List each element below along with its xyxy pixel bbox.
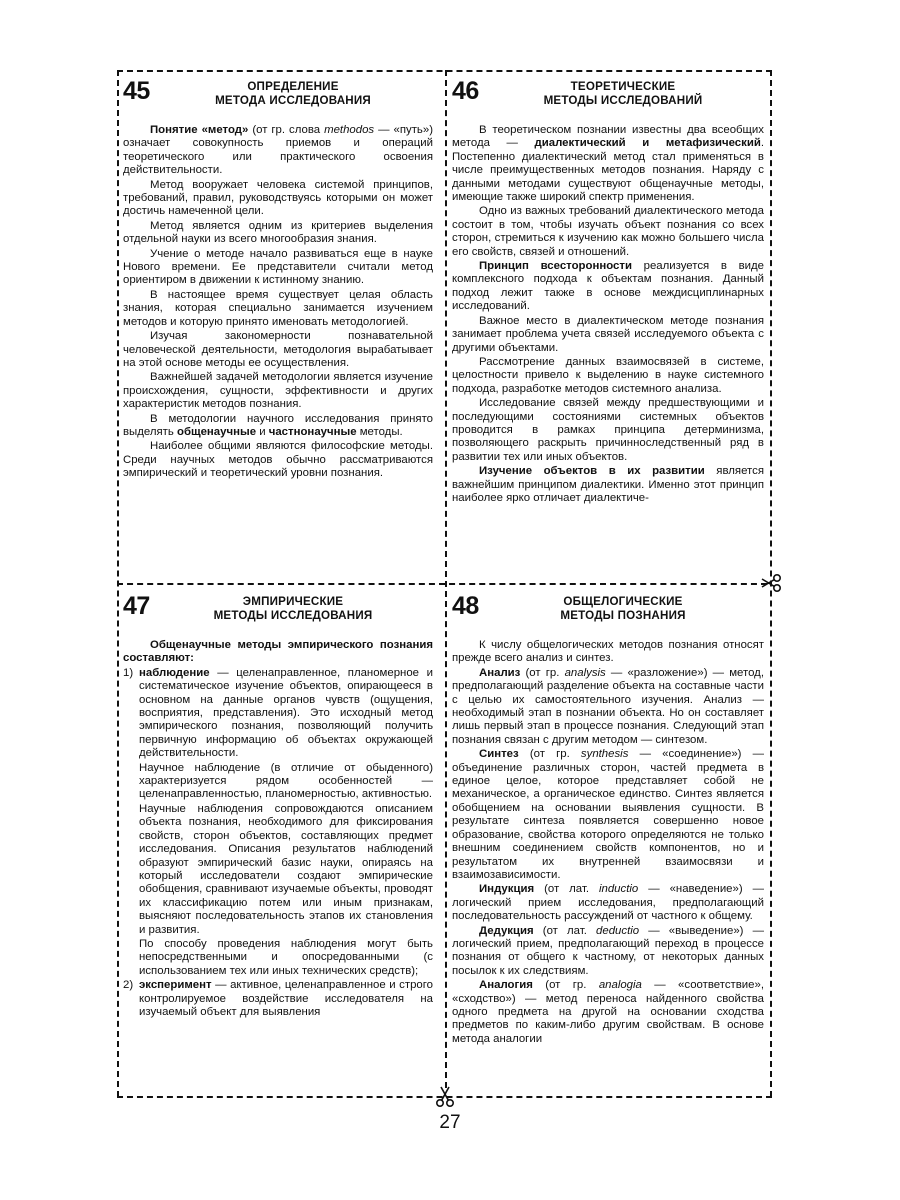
paragraph — [452, 925, 764, 979]
card-number: 46 — [452, 77, 479, 105]
paragraph: Важнейшей задачей методологии является изучение происхождения, сущности, эффективности и других характеристик методов познания. — [123, 371, 433, 411]
card-title — [452, 595, 764, 623]
card-45 — [123, 77, 433, 579]
term: эксперимент — [139, 979, 212, 992]
text: В теоретическом познании известны два всеобщих метода — — [452, 124, 764, 150]
scissors-icon — [761, 574, 783, 592]
cut-line-middle — [117, 583, 767, 585]
text: и — [256, 425, 269, 438]
paragraph — [452, 124, 764, 204]
card-title-line: МЕТОДЫ ПОЗНАНИЯ — [560, 609, 686, 622]
text: — «соответствие», «сходство») — метод переноса найденного свойства одного предмета на другой на основании сходства предметов по каким-либо другим свойствам. В основе метода аналогии — [452, 979, 764, 1045]
card-title-line: МЕТОДЫ ИССЛЕДОВАНИЯ — [213, 609, 373, 622]
card-title — [123, 80, 433, 108]
term-origin: deductio — [596, 924, 640, 937]
paragraph: По способу проведения наблюдения могут быть непосредственными и опосредованными (с использованием тех или иных технических средств); — [139, 937, 433, 977]
text: (от гр. — [520, 666, 565, 679]
text: (от лат. — [533, 924, 597, 937]
term: Аналогия — [479, 979, 533, 992]
term: Дедукция — [479, 924, 534, 937]
term: наблюдение — [139, 666, 210, 679]
text: (от гр. слова — [248, 124, 325, 136]
text: (от лат. — [534, 883, 599, 896]
text: реализуется в виде комплексного подхода к объектам познания. Данный подход лежит также в основе междисциплинарных исследований. — [452, 260, 764, 313]
card-number: 45 — [123, 77, 150, 105]
term-origin: analogia — [598, 979, 642, 992]
term: Индукция — [479, 883, 535, 896]
card-title-line: ТЕОРЕТИЧЕСКИЕ — [570, 80, 676, 93]
card-body — [123, 639, 433, 1019]
term: Анализ — [479, 666, 521, 679]
card-title — [452, 80, 764, 108]
cut-line-left — [117, 70, 119, 1097]
text: является важнейшим принципом диалектики. Именно этот принцип наиболее ярко отличает диалектиче- — [452, 465, 764, 504]
card-number: 47 — [123, 592, 150, 620]
paragraph: В настоящее время существует целая область знания, которая специально занимается изучением методов и которую принято именовать методологией. — [123, 288, 433, 328]
list-item — [123, 667, 433, 761]
term: общенаучные — [176, 425, 257, 438]
paragraph: Важное место в диалектическом методе познания занимает проблема учета связей исследуемого объекта с другими объектами. — [452, 314, 764, 354]
card-47 — [123, 592, 433, 1090]
paragraph: Метод является одним из критериев выделения отдельной науки из всего многообразия знания. — [123, 219, 433, 246]
paragraph — [452, 883, 764, 923]
card-title-line: ОПРЕДЕЛЕНИЕ — [247, 80, 339, 93]
text: — целенаправленное, планомерное и систематическое изучение объектов, опирающееся в основном на данные органов чувств (ощущения, восприятия, представления). Это исходный метод эмпирического познания, позволяющий получить первичную информацию об объектах окружающей действительности. — [139, 666, 433, 760]
card-title-line: МЕТОДЫ ИССЛЕДОВАНИЙ — [543, 94, 703, 107]
paragraph: К числу общелогических методов познания относят прежде всего анализ и синтез. — [452, 639, 764, 665]
term: Принцип всесторонности — [479, 260, 632, 273]
card-number: 48 — [452, 592, 479, 620]
text: — «соединение») — объединение различных сторон, частей предмета в единое целое, которое представляет собой не механическое, а органическое единство. Синтез является обобщением на основании выявления сущности. В результате синтеза появляется совершенно новое образование, свойства которого определяются не только внешним соединением свойств компонентов, но и результатом их внутренней взаимосвязи и взаимозависимости. — [452, 748, 764, 881]
term: диалектический и метафизический — [534, 137, 761, 150]
paragraph: Одно из важных требований диалектического метода состоит в том, чтобы изучать объект познания со всех сторон, стремиться к изучению как можно большего числа его свойств, связей и отношений. — [452, 205, 764, 258]
paragraph: Метод вооружает человека системой принципов, требований, правил, руководствуясь которыми он может достичь намеченной цели. — [123, 178, 433, 218]
card-body — [452, 639, 764, 1046]
term-origin: inductio — [598, 883, 639, 896]
card-body — [123, 124, 433, 481]
paragraph: Наиболее общими являются философские методы. Среди научных методов обычно рассматриваются эмпирический и теоретический уровни познания. — [123, 440, 433, 480]
paragraph: Научные наблюдения сопровождаются описанием объекта познания, необходимого для фиксирования свойств, сторон объектов, составляющих предмет исследования. Описания результатов наблюдений образуют эмпирический базис науки, опираясь на который исследователи создают эмпирические обобщения, сравнивают изучаемые объекты, проводят их классификацию потем или иным признакам, выясняют последовательность этапов их становления и развития. — [139, 802, 433, 936]
text: — «разложение») — метод, предполагающий разделение объекта на составные части с целью их самостоятельного изучения. Анализ — необходимый этап в познании объекта. Но он составляет лишь первый этап в процессе познания. Следующий этап познания связан с другим методом — синтезом. — [452, 666, 764, 746]
list-marker: 2) — [123, 979, 134, 992]
paragraph: Научное наблюдение (в отличие от обыденного) характеризуется рядом особенностей — целенаправленностью, планомерностью, активностью. — [139, 761, 433, 801]
card-title — [123, 595, 433, 623]
text: — активное, целенаправленное и строго контролируемое воздействие исследователя на изучаемый объект для выявления — [139, 979, 433, 1018]
term-origin: analysis — [564, 666, 606, 679]
cut-line-center — [445, 70, 447, 1088]
card-title-line: МЕТОДА ИССЛЕДОВАНИЯ — [215, 94, 371, 107]
term: Понятие «метод» — [150, 124, 249, 136]
scissors-icon — [761, 574, 783, 596]
page-number: 27 — [439, 1112, 461, 1133]
card-46 — [452, 77, 764, 579]
paragraph — [452, 260, 764, 314]
paragraph: Рассмотрение данных взаимосвязей в системе, целостности привело к выделению в науке системного подхода, разработке методов системного анализа. — [452, 355, 764, 395]
paragraph: Изучая закономерности познавательной человеческой деятельности, методология вырабатывает на этой основе методы ее осуществления. — [123, 330, 433, 369]
card-title-line: ЭМПИРИЧЕСКИЕ — [242, 595, 344, 608]
text: В методологии научного исследования принято выделять — [123, 412, 433, 438]
text: методы. — [356, 425, 403, 438]
term: частнонаучные — [268, 425, 357, 438]
paragraph — [452, 979, 764, 1046]
card-body — [452, 124, 764, 505]
text: . Постепенно диалектический метод стал применяться в числе преимущественных методов познания. Наряду с данными методами существуют общенаучные методы, имеющие также широкий спектр применения. — [452, 137, 764, 204]
paragraph — [452, 465, 764, 505]
lead-in: Общенаучные методы эмпирического познания составляют: — [123, 639, 433, 665]
term: Изучение объектов в их развитии — [479, 465, 705, 478]
paragraph — [123, 639, 433, 666]
text: — «путь») означает совокупность приемов и операций теоретического или практического освоения действительности. — [123, 124, 433, 177]
text: — «выведение») — логический прием, предполагающий переход в процессе познания от общего к частному, от некоторых данных посылок к их следствиям. — [452, 924, 764, 977]
list-marker: 1) — [123, 666, 134, 679]
term-origin: methodos — [324, 124, 375, 136]
paragraph: Учение о методе начало развиваться еще в науке Нового времени. Ее представители считали метод ориентиром в движении к истинному знанию. — [123, 247, 433, 287]
paragraph — [452, 748, 764, 882]
paragraph: Исследование связей между предшествующими и последующими состояниями системных объектов проводится в рамках принципа детерминизма, позволяющего раскрыть причинноследственный ряд в развитии тех или иных объектов. — [452, 397, 764, 463]
text: (от гр. — [532, 979, 599, 992]
card-title-line: ОБЩЕЛОГИЧЕСКИЕ — [563, 595, 683, 608]
paragraph — [123, 124, 433, 178]
text: — «наведение») — логический прием исследования, предполагающий последовательность рассуждений от частного к общему. — [452, 883, 764, 923]
paragraph — [123, 413, 433, 440]
text: (от гр. — [518, 748, 581, 761]
term: Синтез — [479, 748, 519, 761]
term-origin: synthesis — [580, 748, 629, 761]
list-item — [123, 979, 433, 1019]
card-48 — [452, 592, 764, 1090]
paragraph — [452, 667, 764, 747]
